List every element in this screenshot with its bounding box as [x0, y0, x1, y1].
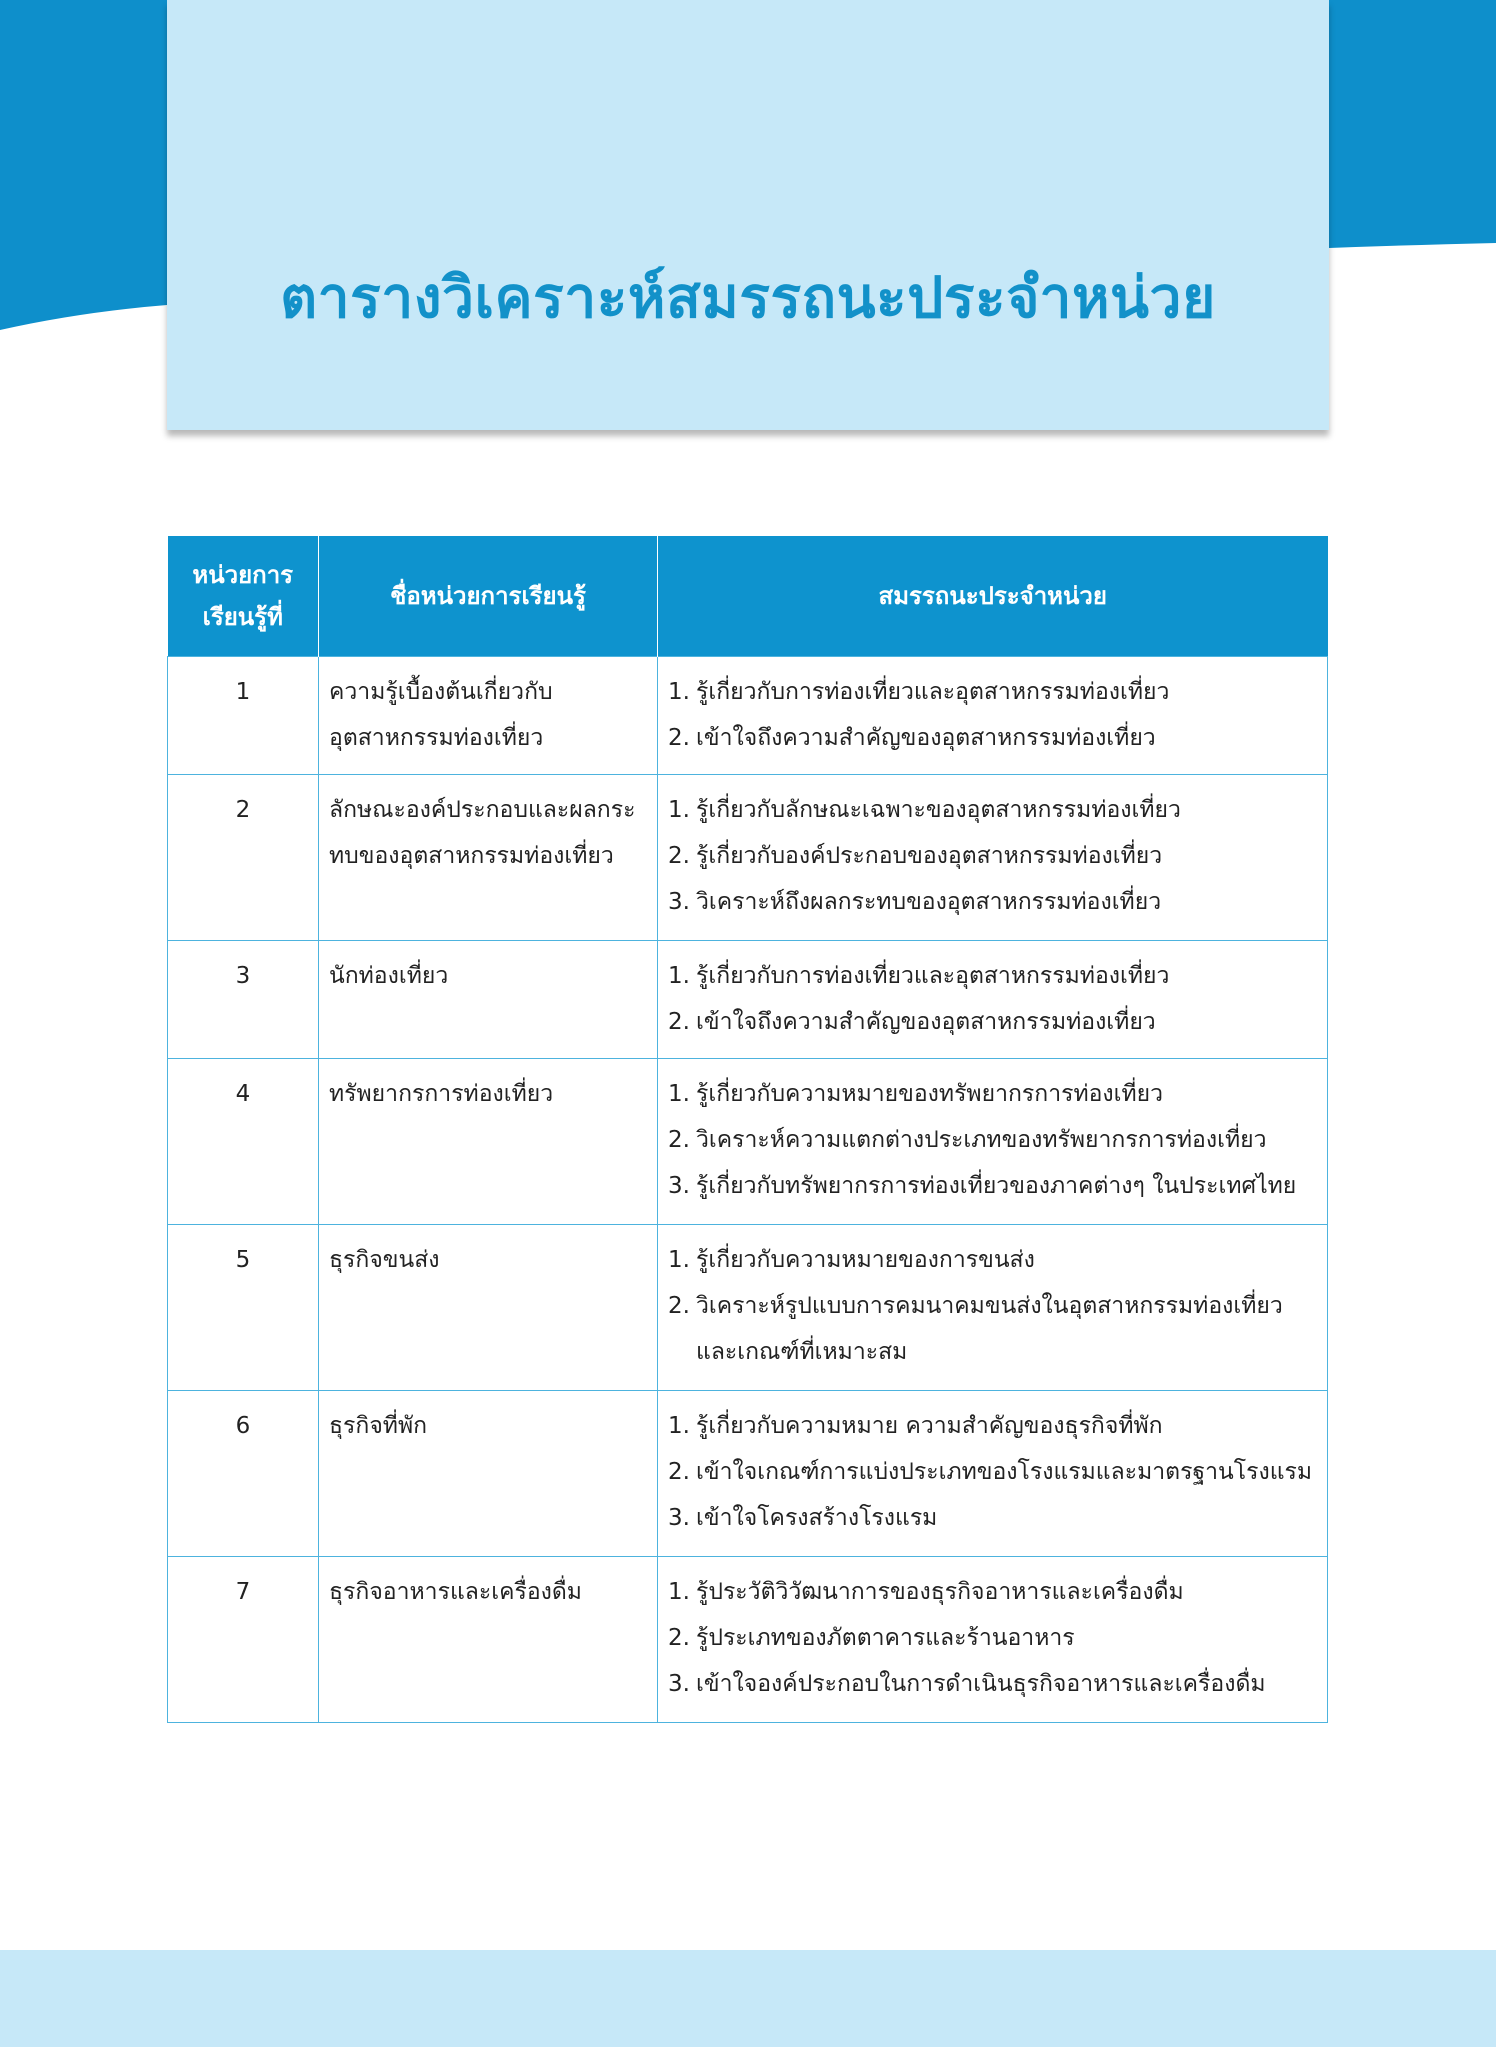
list-item	[668, 1403, 1317, 1449]
list-item-text: เข้าใจถึงความสำคัญของอุตสาหกรรมท่องเที่ยว	[696, 725, 1156, 751]
list-item	[668, 833, 1317, 879]
unit-name: ธุรกิจที่พัก	[319, 1391, 658, 1557]
unit-number: 7	[168, 1557, 319, 1723]
unit-number: 2	[168, 775, 319, 941]
list-item	[668, 715, 1317, 761]
list-item-number: 2.	[668, 843, 690, 869]
unit-name: ลักษณะองค์ประกอบและผลกระทบของอุตสาหกรรมท่องเที่ยว	[319, 775, 658, 941]
unit-name: ความรู้เบื้องต้นเกี่ยวกับอุตสาหกรรมท่องเที่ยว	[319, 657, 658, 775]
unit-number: 1	[168, 657, 319, 775]
header-unit-name: ชื่อหน่วยการเรียนรู้	[319, 536, 658, 657]
list-item-text: เข้าใจถึงความสำคัญของอุตสาหกรรมท่องเที่ยว	[696, 1009, 1156, 1035]
list-item	[668, 1615, 1317, 1661]
list-item	[668, 999, 1317, 1045]
list-item-text: รู้เกี่ยวกับความหมาย ความสำคัญของธุรกิจที่พัก	[696, 1413, 1163, 1439]
list-item-number: 1.	[668, 1579, 690, 1605]
header-unit-no: หน่วยการเรียนรู้ที่	[168, 536, 319, 657]
list-item-number: 1.	[668, 1081, 690, 1107]
list-item-text: วิเคราะห์ถึงผลกระทบของอุตสาหกรรมท่องเที่ยว	[696, 889, 1162, 915]
list-item-number: 1.	[668, 1247, 690, 1273]
unit-name: ธุรกิจอาหารและเครื่องดื่ม	[319, 1557, 658, 1723]
unit-competencies	[658, 1557, 1328, 1723]
competency-list	[668, 1071, 1317, 1209]
list-item-text: รู้เกี่ยวกับองค์ประกอบของอุตสาหกรรมท่องเที่ยว	[696, 843, 1163, 869]
page-title: ตารางวิเคราะห์สมรรถนะประจำหน่วย	[280, 265, 1216, 331]
table-row	[168, 941, 1328, 1059]
list-item-number: 1.	[668, 797, 690, 823]
unit-competencies	[658, 657, 1328, 775]
list-item-number: 1.	[668, 1413, 690, 1439]
table-row	[168, 1059, 1328, 1225]
list-item-number: 2.	[668, 1009, 690, 1035]
list-item-number: 3.	[668, 1671, 690, 1697]
list-item-text: เข้าใจองค์ประกอบในการดำเนินธุรกิจอาหารและเครื่องดื่ม	[696, 1671, 1266, 1697]
list-item	[668, 1163, 1317, 1209]
unit-competencies	[658, 1059, 1328, 1225]
table-row	[168, 1391, 1328, 1557]
list-item-text: เข้าใจโครงสร้างโรงแรม	[696, 1505, 938, 1531]
competency-list	[668, 1569, 1317, 1707]
list-item	[668, 953, 1317, 999]
list-item-text: รู้เกี่ยวกับความหมายของการขนส่ง	[696, 1247, 1035, 1273]
unit-number: 5	[168, 1225, 319, 1391]
competency-table	[167, 536, 1328, 1723]
title-panel	[167, 0, 1329, 430]
list-item-number: 2.	[668, 1127, 690, 1153]
list-item-text: รู้เกี่ยวกับการท่องเที่ยวและอุตสาหกรรมท่องเที่ยว	[696, 963, 1170, 989]
competency-list	[668, 1403, 1317, 1541]
list-item-text: วิเคราะห์ความแตกต่างประเภทของทรัพยากรการท่องเที่ยว	[696, 1127, 1267, 1153]
list-item	[668, 1449, 1317, 1495]
unit-competencies	[658, 1391, 1328, 1557]
list-item-text: รู้เกี่ยวกับทรัพยากรการท่องเที่ยวของภาคต่างๆ ในประเทศไทย	[696, 1173, 1297, 1199]
list-item-text: รู้เกี่ยวกับลักษณะเฉพาะของอุตสาหกรรมท่องเที่ยว	[696, 797, 1181, 823]
competency-list	[668, 669, 1317, 761]
list-item-text: รู้เกี่ยวกับการท่องเที่ยวและอุตสาหกรรมท่องเที่ยว	[696, 679, 1170, 705]
list-item	[668, 1569, 1317, 1615]
list-item	[668, 1071, 1317, 1117]
list-item-number: 3.	[668, 1173, 690, 1199]
list-item-text: รู้เกี่ยวกับความหมายของทรัพยากรการท่องเที่ยว	[696, 1081, 1164, 1107]
unit-competencies	[658, 775, 1328, 941]
list-item	[668, 787, 1317, 833]
table-header-row	[168, 536, 1328, 657]
unit-number: 4	[168, 1059, 319, 1225]
list-item-number: 1.	[668, 679, 690, 705]
unit-name: ธุรกิจขนส่ง	[319, 1225, 658, 1391]
unit-number: 3	[168, 941, 319, 1059]
list-item-number: 3.	[668, 889, 690, 915]
list-item-number: 2.	[668, 1625, 690, 1651]
footer-band	[0, 1950, 1496, 2047]
list-item	[668, 1237, 1317, 1283]
competency-list	[668, 787, 1317, 925]
competency-list	[668, 953, 1317, 1045]
list-item-text: รู้ประเภทของภัตตาคารและร้านอาหาร	[696, 1625, 1075, 1651]
header-competency: สมรรถนะประจำหน่วย	[658, 536, 1328, 657]
list-item-text: เข้าใจเกณฑ์การแบ่งประเภทของโรงแรมและมาตรฐานโรงแรม	[696, 1459, 1313, 1485]
list-item-text: วิเคราะห์รูปแบบการคมนาคมขนส่งในอุตสาหกรรมท่องเที่ยวและเกณฑ์ที่เหมาะสม	[696, 1293, 1283, 1365]
table-row	[168, 1225, 1328, 1391]
unit-number: 6	[168, 1391, 319, 1557]
unit-name: ทรัพยากรการท่องเที่ยว	[319, 1059, 658, 1225]
list-item	[668, 1283, 1317, 1375]
unit-competencies	[658, 941, 1328, 1059]
table-row	[168, 775, 1328, 941]
table-row	[168, 657, 1328, 775]
list-item-number: 2.	[668, 1293, 690, 1319]
list-item	[668, 1117, 1317, 1163]
table-row	[168, 1557, 1328, 1723]
list-item	[668, 669, 1317, 715]
list-item-number: 1.	[668, 963, 690, 989]
competency-list	[668, 1237, 1317, 1375]
list-item-text: รู้ประวัติวิวัฒนาการของธุรกิจอาหารและเครื่องดื่ม	[696, 1579, 1184, 1605]
list-item	[668, 1661, 1317, 1707]
list-item	[668, 879, 1317, 925]
list-item	[668, 1495, 1317, 1541]
list-item-number: 2.	[668, 1459, 690, 1485]
unit-competencies	[658, 1225, 1328, 1391]
unit-name: นักท่องเที่ยว	[319, 941, 658, 1059]
list-item-number: 3.	[668, 1505, 690, 1531]
list-item-number: 2.	[668, 725, 690, 751]
